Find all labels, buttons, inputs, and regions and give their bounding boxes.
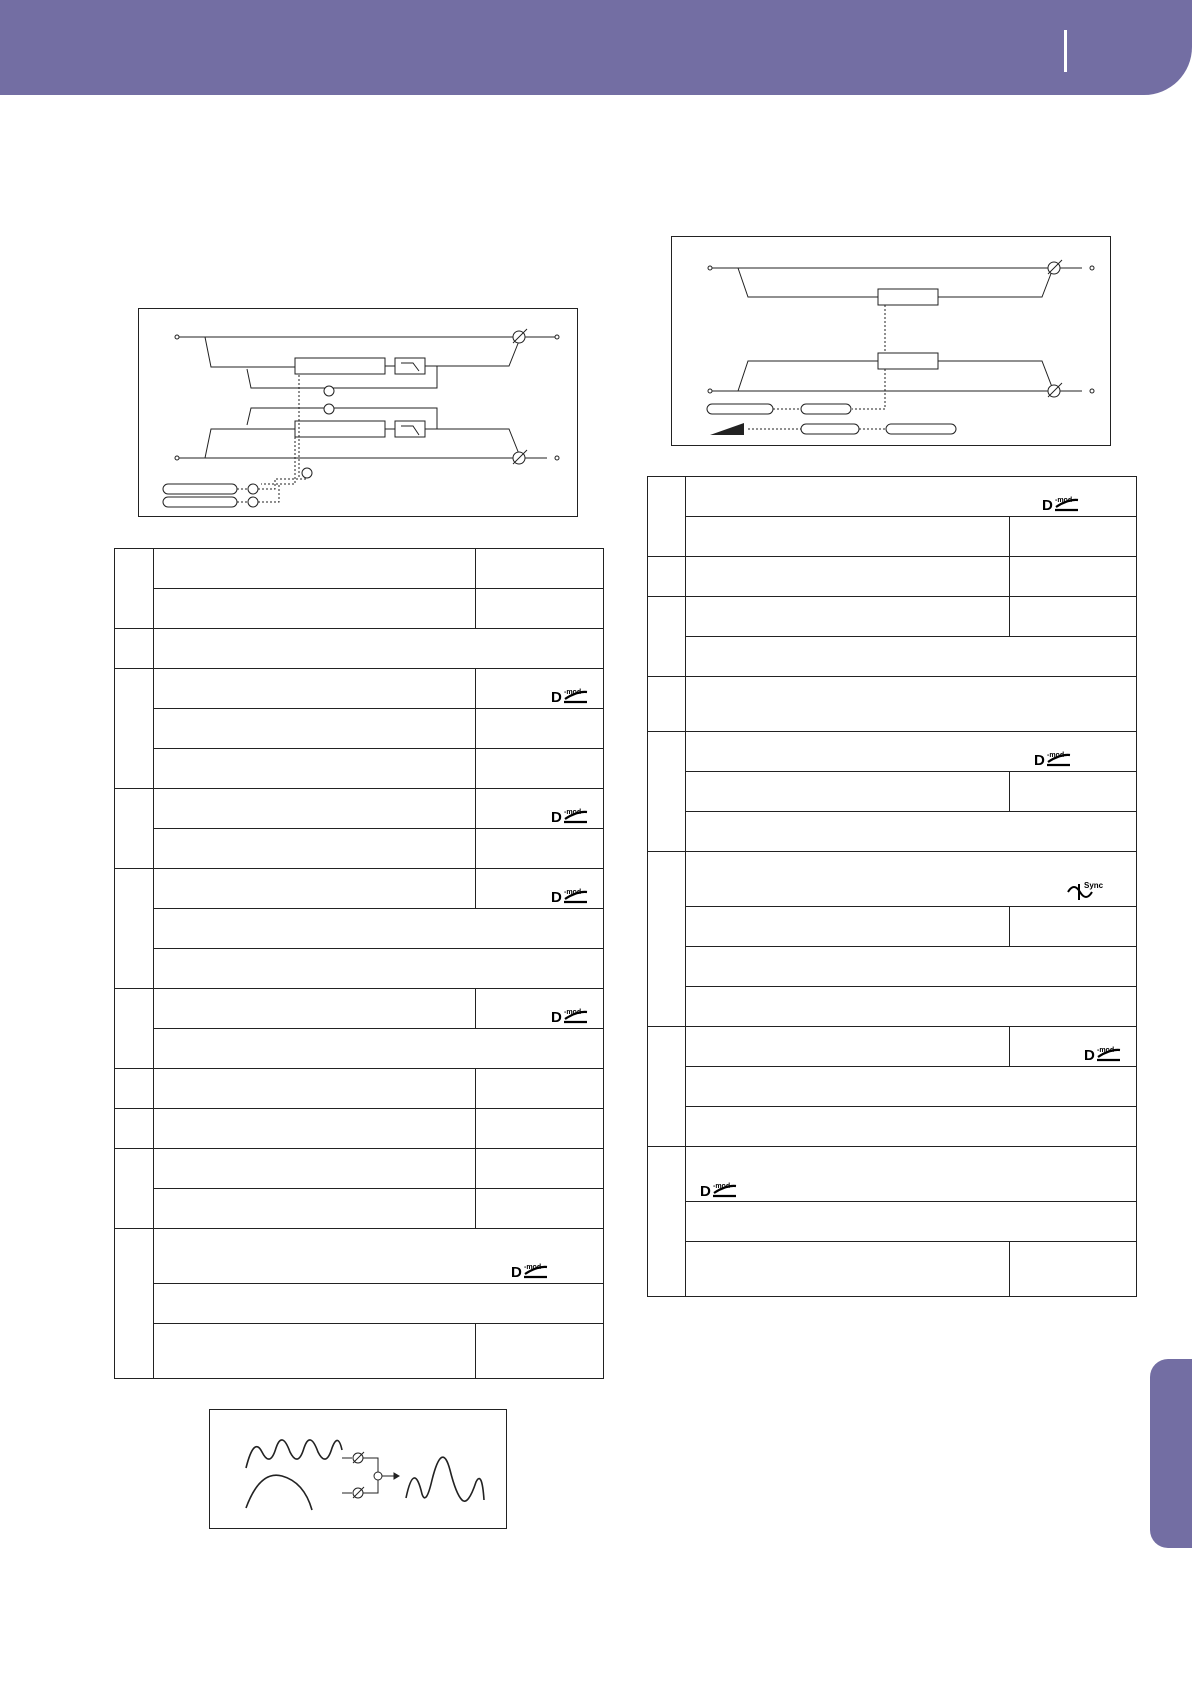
row-number-cell — [648, 852, 686, 1027]
row-number-cell — [115, 1069, 154, 1109]
table-row — [115, 1149, 604, 1189]
row-number-cell — [115, 669, 154, 789]
svg-text:-mod: -mod — [713, 1183, 731, 1190]
table-row — [115, 909, 604, 949]
table-row — [115, 629, 604, 669]
table-row — [115, 1069, 604, 1109]
parameter-description-cell — [154, 629, 604, 669]
svg-text:D: D — [511, 1264, 522, 1279]
parameter-name-cell — [154, 1109, 476, 1149]
svg-text:D: D — [551, 689, 562, 704]
svg-text:-mod: -mod — [564, 689, 582, 696]
dmod-icon — [1034, 749, 1080, 767]
right-block-diagram — [671, 236, 1111, 446]
left-parameter-table — [114, 548, 604, 1379]
parameter-value-cell — [476, 669, 604, 709]
table-row — [115, 949, 604, 989]
table-row — [648, 987, 1137, 1027]
parameter-value-cell — [1010, 597, 1137, 637]
table-row — [648, 1027, 1137, 1067]
parameter-value-cell — [1010, 772, 1137, 812]
parameter-name-cell — [686, 557, 1010, 597]
parameter-value-cell — [476, 589, 604, 629]
parameter-value-cell — [476, 1109, 604, 1149]
table-row — [648, 597, 1137, 637]
table-row — [115, 829, 604, 869]
svg-text:D: D — [700, 1183, 711, 1198]
parameter-description-cell — [686, 477, 1137, 517]
table-row — [648, 1067, 1137, 1107]
parameter-name-cell — [154, 749, 476, 789]
row-number-cell — [115, 1229, 154, 1379]
parameter-name-cell — [686, 1027, 1010, 1067]
parameter-name-cell — [154, 989, 476, 1029]
parameter-value-cell — [1010, 1027, 1137, 1067]
parameter-description-cell — [154, 1229, 604, 1284]
parameter-name-cell — [154, 789, 476, 829]
table-row — [115, 549, 604, 589]
table-row — [115, 1229, 604, 1284]
svg-text:D: D — [551, 889, 562, 904]
parameter-description-cell — [686, 1067, 1137, 1107]
parameter-name-cell — [154, 589, 476, 629]
svg-text:-mod: -mod — [1047, 752, 1065, 759]
table-row — [648, 1242, 1137, 1297]
parameter-name-cell — [686, 772, 1010, 812]
dmod-icon — [1042, 494, 1088, 512]
table-row — [115, 669, 604, 709]
parameter-name-cell — [154, 1069, 476, 1109]
dmod-icon — [551, 686, 597, 704]
parameter-description-cell — [154, 949, 604, 989]
svg-text:Sync: Sync — [1084, 881, 1104, 890]
row-number-cell — [115, 989, 154, 1069]
parameter-name-cell — [686, 907, 1010, 947]
svg-text:-mod: -mod — [1055, 497, 1073, 504]
svg-text:D: D — [551, 1009, 562, 1024]
table-row — [115, 989, 604, 1029]
parameter-name-cell — [154, 1324, 476, 1379]
table-row — [648, 812, 1137, 852]
row-number-cell — [115, 549, 154, 629]
table-row — [648, 1107, 1137, 1147]
tempo-sync-icon — [1066, 880, 1106, 902]
parameter-value-cell — [1010, 1242, 1137, 1297]
table-row — [648, 637, 1137, 677]
table-row — [115, 1109, 604, 1149]
parameter-value-cell — [1010, 557, 1137, 597]
parameter-value-cell — [476, 869, 604, 909]
svg-text:-mod: -mod — [1097, 1047, 1115, 1054]
parameter-value-cell — [476, 1189, 604, 1229]
parameter-description-cell — [154, 909, 604, 949]
parameter-description-cell — [154, 1284, 604, 1324]
table-row — [115, 1189, 604, 1229]
dmod-icon — [1084, 1044, 1130, 1062]
parameter-value-cell — [476, 1149, 604, 1189]
parameter-name-cell — [686, 597, 1010, 637]
right-parameter-table — [647, 476, 1137, 1297]
svg-text:D: D — [1034, 752, 1045, 767]
parameter-name-cell — [154, 549, 476, 589]
table-row — [115, 589, 604, 629]
parameter-value-cell — [1010, 907, 1137, 947]
waveform-svg — [210, 1410, 508, 1530]
parameter-description-cell — [154, 1029, 604, 1069]
parameter-description-cell — [686, 677, 1137, 732]
dmod-icon — [551, 806, 597, 824]
parameter-description-cell — [686, 987, 1137, 1027]
table-row — [115, 789, 604, 829]
parameter-description-cell — [686, 1147, 1137, 1202]
table-row — [115, 749, 604, 789]
row-number-cell — [648, 557, 686, 597]
row-number-cell — [115, 1109, 154, 1149]
parameter-name-cell — [154, 869, 476, 909]
parameter-name-cell — [154, 829, 476, 869]
row-number-cell — [648, 477, 686, 557]
svg-text:-mod: -mod — [564, 1009, 582, 1016]
table-row — [115, 1324, 604, 1379]
parameter-value-cell — [476, 749, 604, 789]
table-row — [648, 557, 1137, 597]
parameter-name-cell — [154, 709, 476, 749]
parameter-value-cell — [476, 829, 604, 869]
dmod-icon — [551, 886, 597, 904]
dmod-icon — [511, 1261, 557, 1279]
table-row — [648, 947, 1137, 987]
svg-text:D: D — [551, 809, 562, 824]
row-number-cell — [115, 1149, 154, 1229]
table-row — [648, 477, 1137, 517]
table-row — [648, 677, 1137, 732]
parameter-value-cell — [1010, 517, 1137, 557]
dmod-icon — [700, 1180, 746, 1198]
row-number-cell — [648, 677, 686, 732]
table-row — [648, 1202, 1137, 1242]
waveform-mix-diagram — [209, 1409, 507, 1529]
svg-text:D: D — [1084, 1047, 1095, 1062]
right-diagram-svg — [672, 237, 1112, 447]
row-number-cell — [648, 1027, 686, 1147]
table-row — [648, 732, 1137, 772]
parameter-name-cell — [154, 1149, 476, 1189]
parameter-value-cell — [476, 549, 604, 589]
row-number-cell — [115, 869, 154, 989]
row-number-cell — [115, 629, 154, 669]
parameter-description-cell — [686, 947, 1137, 987]
row-number-cell — [648, 597, 686, 677]
header-divider — [1064, 30, 1067, 72]
dmod-icon — [551, 1006, 597, 1024]
parameter-value-cell — [476, 709, 604, 749]
parameter-name-cell — [686, 1242, 1010, 1297]
table-row — [115, 709, 604, 749]
table-row — [648, 1147, 1137, 1202]
parameter-name-cell — [154, 669, 476, 709]
svg-text:D: D — [1042, 497, 1053, 512]
parameter-description-cell — [686, 812, 1137, 852]
parameter-value-cell — [476, 989, 604, 1029]
svg-text:-mod: -mod — [564, 889, 582, 896]
svg-text:-mod: -mod — [564, 809, 582, 816]
parameter-description-cell — [686, 1107, 1137, 1147]
left-diagram-svg — [139, 309, 579, 518]
parameter-description-cell — [686, 1202, 1137, 1242]
parameter-description-cell — [686, 637, 1137, 677]
table-row — [648, 772, 1137, 812]
row-number-cell — [648, 732, 686, 852]
table-row — [115, 1029, 604, 1069]
parameter-name-cell — [686, 517, 1010, 557]
page-header-band — [0, 0, 1192, 95]
table-row — [115, 869, 604, 909]
parameter-name-cell — [154, 1189, 476, 1229]
chapter-side-tab[interactable] — [1150, 1359, 1192, 1548]
table-row — [648, 907, 1137, 947]
row-number-cell — [648, 1147, 686, 1297]
table-row — [648, 852, 1137, 907]
parameter-description-cell — [686, 852, 1137, 907]
svg-text:-mod: -mod — [524, 1264, 542, 1271]
table-row — [648, 517, 1137, 557]
parameter-value-cell — [476, 789, 604, 829]
row-number-cell — [115, 789, 154, 869]
left-block-diagram — [138, 308, 578, 517]
table-row — [115, 1284, 604, 1324]
parameter-value-cell — [476, 1069, 604, 1109]
parameter-value-cell — [476, 1324, 604, 1379]
parameter-description-cell — [686, 732, 1137, 772]
